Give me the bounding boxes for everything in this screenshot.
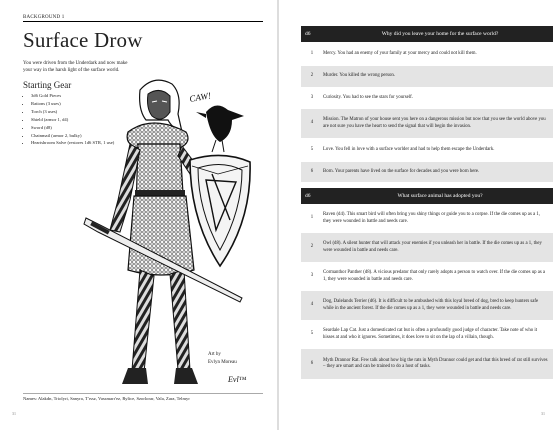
- gear-item: • Chainmail (armor 2, bulky): [31, 132, 114, 140]
- gear-item: • 3d6 Gold Pieces: [31, 92, 114, 100]
- row-text: Curiosity. You had to see the stars for yourself.: [323, 94, 413, 100]
- row-text: Myth Drannor Rat. Few talk about how big the rats in Myth Drannor could get and that this breed of rat still survives – they are smart and can be trained to do a host of tasks.: [323, 357, 548, 369]
- row-text: Cormanthor Panther (d8). A vicious predator that only rarely adopts a person to watch over. If the die comes up as a 1, they were wounded in battle and needs care.: [323, 270, 546, 282]
- right-page: [279, 0, 557, 430]
- page-title: Surface Drow: [23, 28, 143, 52]
- table-question: What surface animal has adopted you?: [397, 192, 483, 199]
- row-number: 3: [310, 94, 314, 100]
- table-row: [301, 262, 553, 291]
- artist-signature: Evl™: [228, 375, 247, 384]
- table-question: Why did you leave your home for the surface world?: [381, 30, 499, 37]
- table-row: [301, 42, 553, 66]
- row-number: 5: [310, 331, 314, 337]
- intro-text: You were driven from the Underdark and now make your way in the harsh light of the surface world.: [23, 61, 128, 73]
- row-number: 1: [310, 215, 314, 221]
- row-text: Love. You fell in love with a surface worlder and had to help them escape the Underdark.: [323, 146, 495, 152]
- table-row: [301, 109, 553, 138]
- table-row: [301, 138, 553, 162]
- row-number: 5: [310, 146, 314, 152]
- gear-item: • Shield (armor 1, d4): [31, 116, 114, 124]
- table-row: [301, 87, 553, 109]
- art-credit: [208, 351, 237, 367]
- row-number: 4: [310, 302, 314, 308]
- section-label: BACKGROUND 1: [23, 15, 263, 22]
- die-label: d6: [305, 192, 311, 199]
- page-number-right: 31: [541, 411, 545, 416]
- bird-caption: CAW!: [188, 90, 212, 104]
- table-row: [301, 233, 553, 262]
- row-number: 3: [310, 273, 314, 279]
- row-text: Murder. You killed the wrong person.: [323, 73, 395, 79]
- table-header: [301, 26, 553, 42]
- drow-warrior-illustration: [82, 70, 254, 392]
- row-text: Mission. The Matron of your house sent you here on a dangerous mission but now that you see the world above you are not sure you have the heart to send the signal that will begin the invasion.: [323, 117, 546, 129]
- row-number: 1: [310, 50, 314, 56]
- gear-item: • Rations (3 uses): [31, 100, 114, 108]
- table-row: [301, 320, 553, 349]
- art-credit-artist: Evlyn Moreau: [208, 360, 237, 365]
- row-number: 6: [310, 168, 314, 174]
- table-row: [301, 291, 553, 320]
- left-page: [0, 0, 278, 430]
- gear-item: • Sword (d8): [31, 124, 114, 132]
- table-row: [301, 204, 553, 233]
- row-text: Raven (d4). This smart bird will often bring you shiny things or guide you to a corpse. If the die comes up as a 1, they were wounded in battle and needs care.: [323, 212, 540, 224]
- table-row: [301, 66, 553, 87]
- leave-home-table: [301, 26, 553, 182]
- table-header: [301, 188, 553, 204]
- row-number: 4: [310, 120, 314, 126]
- row-text: Seardale Lap Cat. Just a domesticated cat but is often a profoundly good judge of character. Take note of who it hisses at and who it ignores. Sometimes, it does love to sit on the lap of a villain, though.: [323, 328, 538, 340]
- animal-table: [301, 188, 553, 379]
- art-credit-line: Art by: [208, 352, 221, 357]
- gear-item: • Torch (3 uses): [31, 108, 114, 116]
- row-number: 6: [310, 360, 314, 366]
- gear-item: • Heartshroom Salve (restores 1d6 STR, 1 use): [31, 139, 114, 147]
- die-label: d6: [305, 30, 311, 37]
- row-number: 2: [310, 244, 314, 250]
- names-line: Names: Alakdn, Triolyri, Sanyra, T'rssz, Vassmarr'ez, Rylice, Szorlorar, Vala, Zara, Telmyr: [23, 393, 263, 401]
- table-row: [301, 162, 553, 182]
- row-text: Born. Your parents have lived on the surface for decades and you were born here.: [323, 168, 480, 174]
- row-number: 2: [310, 73, 314, 79]
- table-row: [301, 349, 553, 379]
- row-text: Dog, Dalelands Terrier (d6). It is difficult to be ambushed with this loyal breed of dog, bred to keep hunters safe while in the ancient forest. If the die comes up as a 1, they were wounded in battle and needs care.: [323, 299, 539, 311]
- row-text: Owl (d8). A silent hunter that will attack your enemies if you unleash her in battle. If the die comes up as a 1, they were wounded in battle and needs care.: [323, 241, 542, 253]
- starting-gear-heading: Starting Gear: [23, 80, 72, 90]
- page-number-left: 31: [12, 411, 16, 416]
- row-text: Mercy. You had an enemy of your family at your mercy and could not kill them.: [323, 50, 477, 56]
